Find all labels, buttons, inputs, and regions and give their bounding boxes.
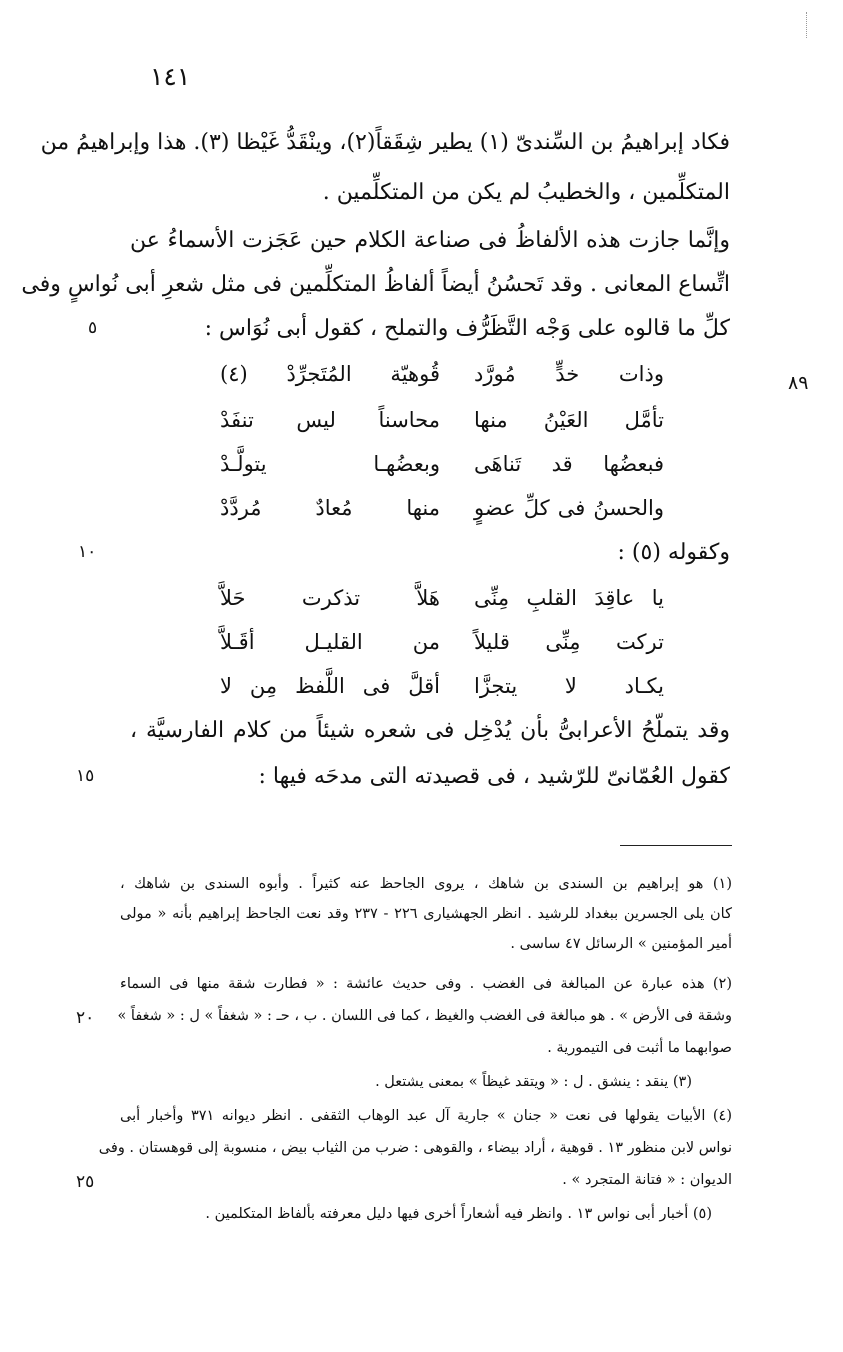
footnote-line: أمير المؤمنين » الرسائل ٤٧ ساسى . <box>510 936 732 952</box>
poem-verse <box>220 674 664 712</box>
poem-verse <box>220 586 664 624</box>
footnote-line: (٥) أخبار أبى نواس ١٣ . وانظر فيه أشعاراً أخرى فيها دليل معرفته بألفاظ المتكلمين . <box>205 1206 712 1222</box>
verse-first-hemistich: والحسنُ فى كلِّ عضوٍ <box>474 496 664 520</box>
poem-verse <box>220 408 664 446</box>
poem-verse <box>220 452 664 490</box>
poem-verse <box>220 630 664 668</box>
footnote-rule <box>620 845 732 846</box>
footnote-line: (٤) الأبيات يقولها فى نعت « جنان » جارية آل عبد الوهاب الثقفى . انظر ديوانه ٣٧١ وأخبار أبى <box>120 1108 732 1124</box>
verse-first-hemistich: تأمَّل العَيْنُ منها <box>474 408 664 432</box>
verse-second-hemistich: محاسناً ليس تنفَدْ <box>220 408 440 432</box>
scan-speck <box>806 12 810 38</box>
page-number: ١٤١ <box>150 62 191 91</box>
footnote-line: وشقة فى الأرض » . هو مبالغة فى الغضب والغيظ ، كما فى اللسان . ب ، حـ : « شغفاً » ل : « شغفاً » <box>117 1008 732 1024</box>
body-line: اتِّساع المعانى . وقد تَحسُنُ أيضاً ألفاظُ المتكلِّمين فى مثل شعرِ أبى نُواسٍ وفى <box>21 272 730 297</box>
margin-page-ref: ٨٩ <box>788 372 809 394</box>
footnote-line: نواس لابن منظور ١٣ . قوهية ، أراد بيضاء ، والقوهى : ضرب من الثياب بيض ، منسوبة إلى قوهستان . وفى <box>98 1140 732 1156</box>
verse-second-hemistich: من القليـل أقَـلاَّ <box>220 630 440 654</box>
footnote-line: (١) هو إبراهيم بن السندى بن شاهك ، يروى الجاحظ عنه كثيراً . وأبوه السندى بن شاهك ، <box>120 876 732 892</box>
verse-second-hemistich: منها مُعادٌ مُردَّدْ <box>220 496 440 520</box>
verse-second-hemistich: وبعضُهـا يتولَّـدْ <box>220 452 440 476</box>
verse-second-hemistich: قُوهيّة المُتَجرِّدْ (٤) <box>220 362 440 386</box>
footnote-line: (٢) هذه عبارة عن المبالغة فى الغضب . وفى حديث عائشة : « فطارت شقة منها فى السماء <box>120 976 732 992</box>
footnote-line: كان يلى الجسرين ببغداد للرشيد . انظر الجهشيارى ٢٢٦ - ٢٣٧ وقد نعت الجاحظ إبراهيم بأنه « مولى <box>120 906 732 922</box>
verse-first-hemistich: يا عاقِدَ القلبِ مِنِّى <box>474 586 664 610</box>
body-line: وقد يتملّحُ الأعرابىُّ بأن يُدْخِل فى شعره شيئاً من كلام الفارسيَّة ، <box>130 718 730 743</box>
verse-first-hemistich: تركت مِنِّى قليلاً <box>474 630 664 654</box>
verse-second-hemistich: هَلاَّ تذكرت حَلاَّ <box>220 586 440 610</box>
margin-line-number: ٥ <box>88 318 98 338</box>
body-line: وكقوله (٥) : <box>617 540 730 565</box>
footnote-line: الديوان : « فتانة المتجرد » . <box>562 1172 732 1188</box>
footnote-line: صوابهما ما أثبت فى التيمورية . <box>547 1040 732 1056</box>
verse-first-hemistich: فبعضُها قد تَناهَى <box>474 452 664 476</box>
poem-verse <box>220 362 664 400</box>
body-line: وإنَّما جازت هذه الألفاظُ فى صناعة الكلام حين عَجَزت الأسماءُ عن <box>130 228 730 253</box>
footnote-line: (٣) ينقد : ينشق . ل : « ويتقد غيظاً » بمعنى يشتعل . <box>375 1074 692 1090</box>
body-line: كقول العُمّانىّ للرّشيد ، فى قصيدته التى مدحَه فيها : <box>258 764 730 789</box>
margin-line-number: ١٥ <box>76 766 95 786</box>
margin-line-number: ٢٠ <box>76 1008 95 1028</box>
poem-verse <box>220 496 664 534</box>
body-line: كلِّ ما قالوه على وَجْه التَّظَرُّف والتملح ، كقول أبى نُوَاس : <box>204 316 730 341</box>
verse-second-hemistich: أقلَّ فى اللَّفظ مِن لا <box>220 674 440 698</box>
body-line: المتكلِّمين ، والخطيبُ لم يكن من المتكلِّمين . <box>322 180 730 205</box>
margin-line-number: ١٠ <box>78 542 97 562</box>
margin-line-number: ٢٥ <box>76 1172 95 1192</box>
body-line: فكاد إبراهيمُ بن السِّندىّ (١) يطير شِقَقاً(٢)، وينْقَدُّ غَيْظا (٣). هذا وإبراهيمُ من <box>40 130 730 155</box>
verse-first-hemistich: وذات خدٍّ مُورَّد <box>474 362 664 386</box>
verse-first-hemistich: يكـاد لا يتجزَّا <box>474 674 664 698</box>
